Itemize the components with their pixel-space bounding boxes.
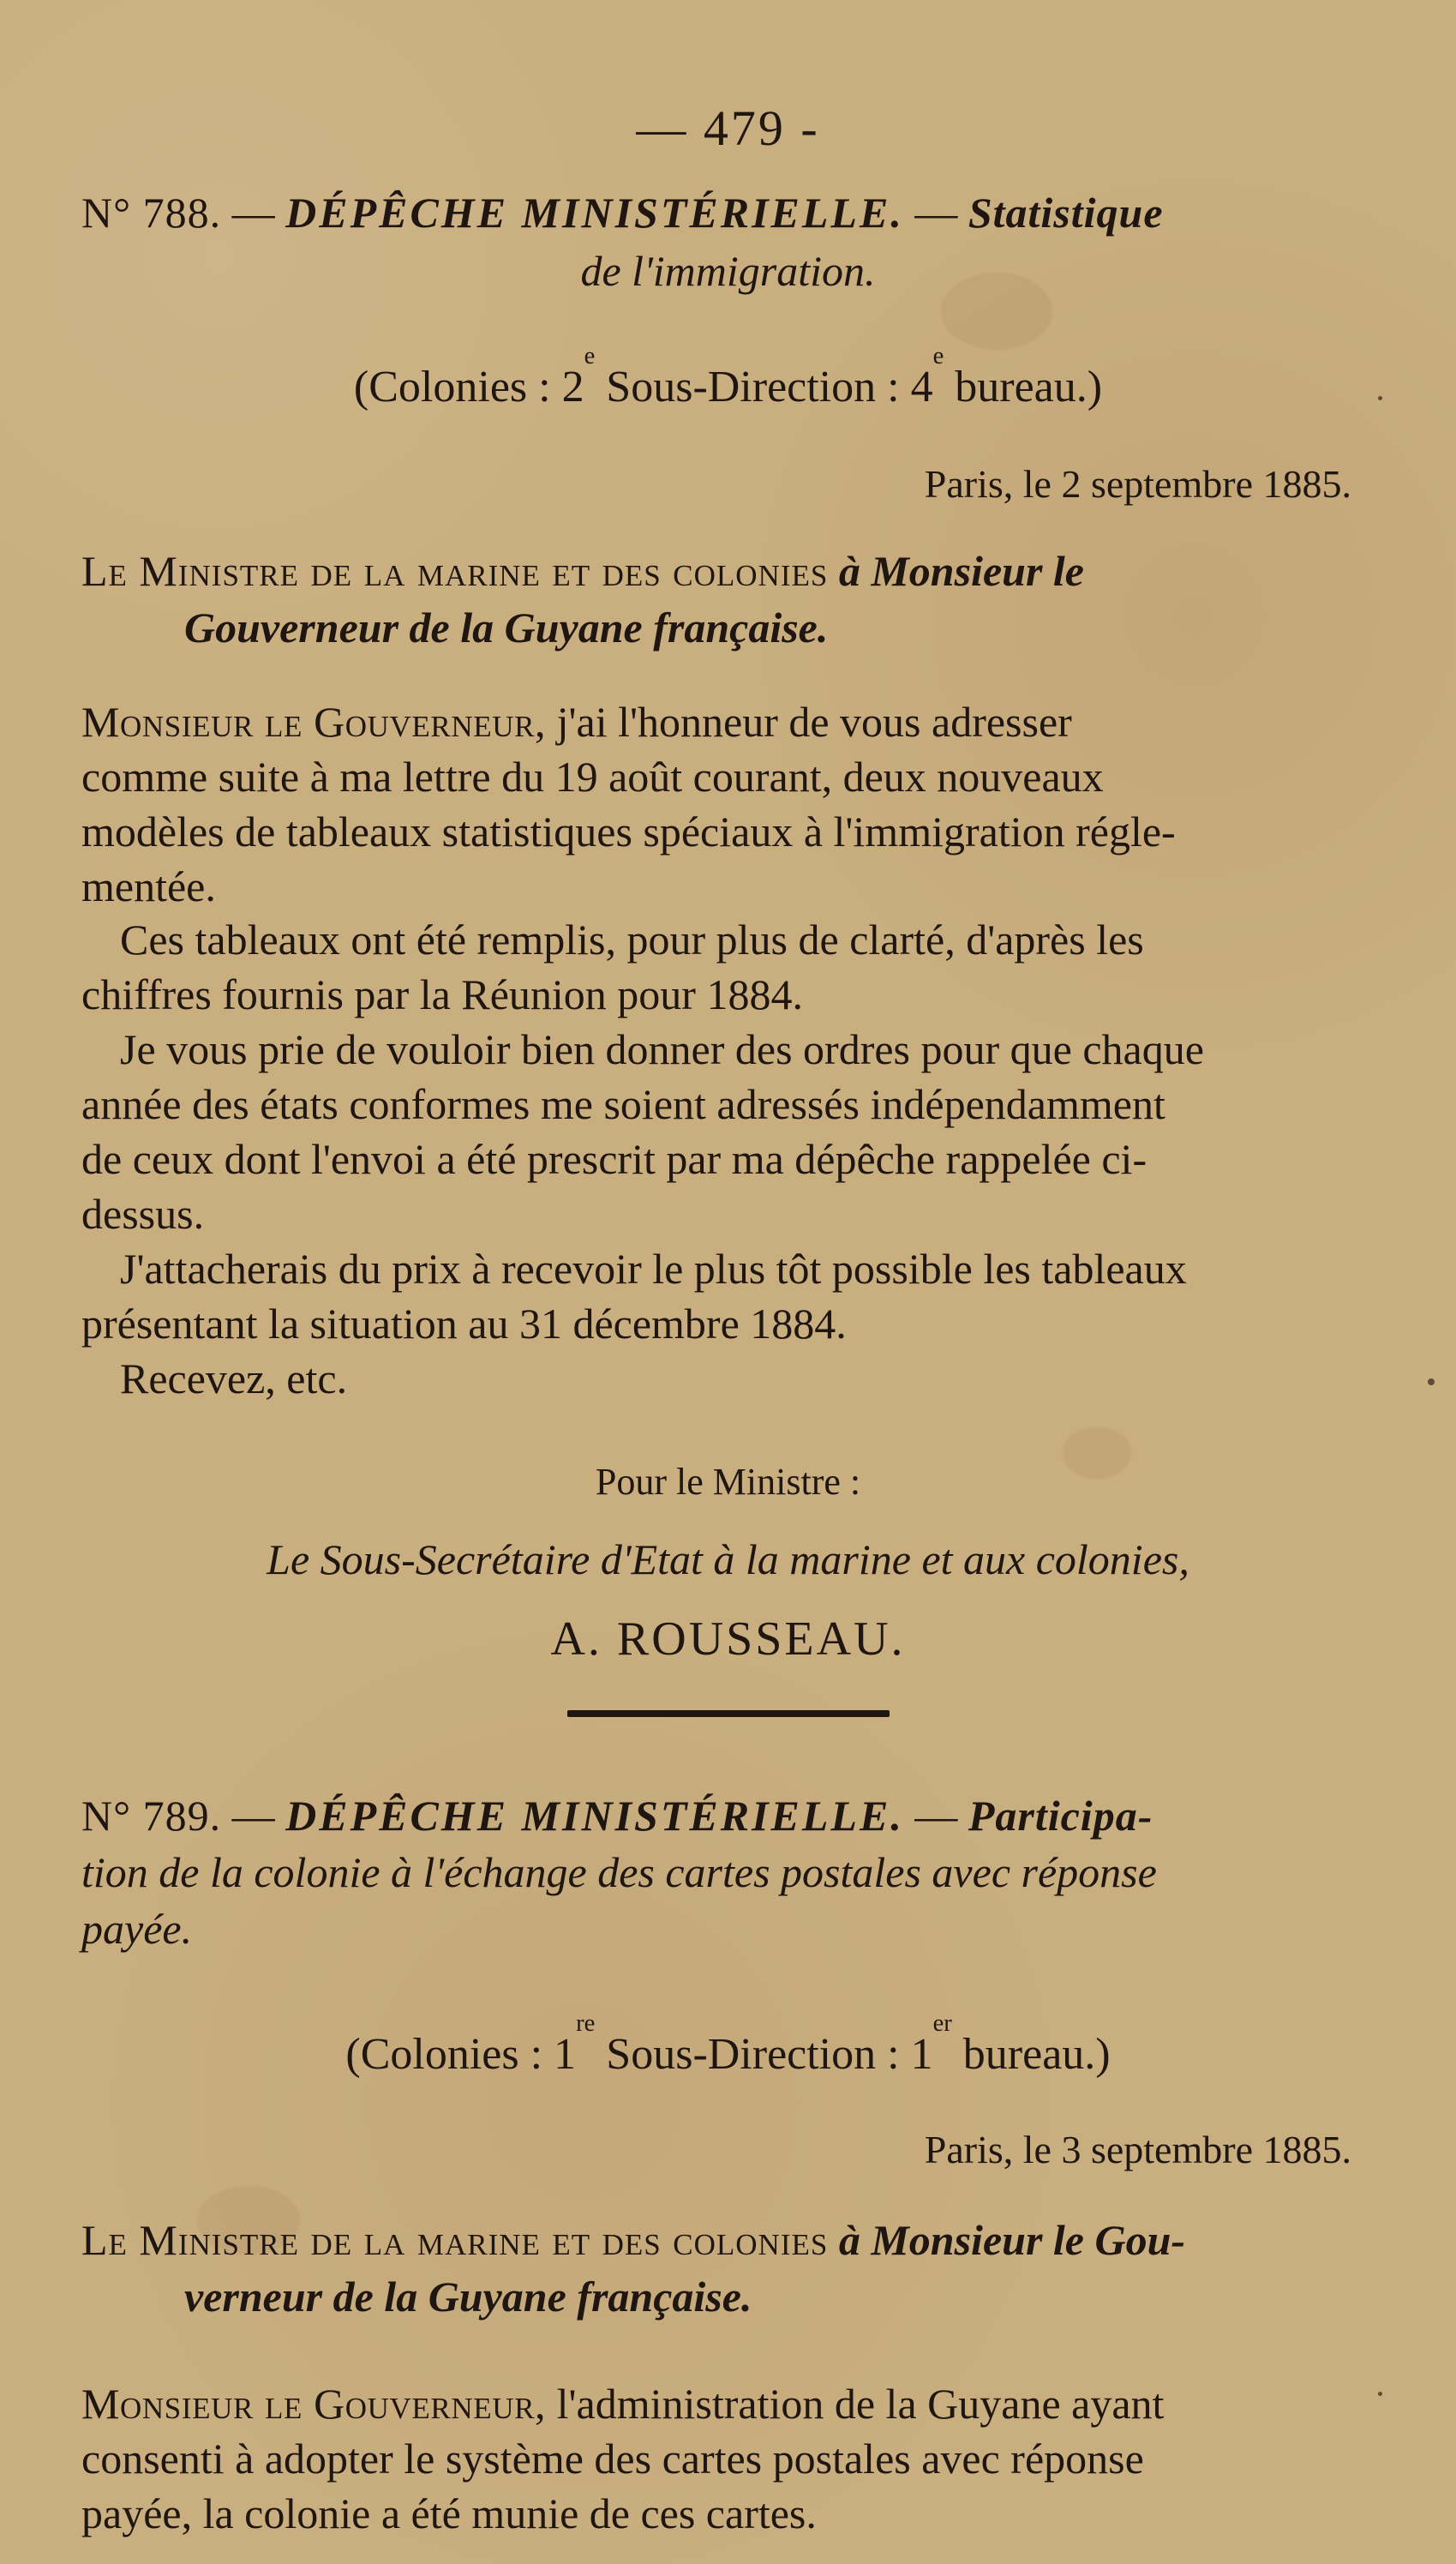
dispatch-title: DÉPÊCHE MINISTÉRIELLE. [285,189,904,237]
address-block [81,543,1371,656]
paragraph-line: chiffres fournis par la Réunion pour 1884. [81,970,803,1018]
subject-line: Statistique [968,189,1164,237]
office-text: Colonies : 1 [360,2030,577,2079]
office-text: Sous-Direction : 4 [595,363,933,411]
paragraph [81,2376,1371,2541]
office-text: bureau.) [944,363,1103,411]
paragraph [81,1022,1371,1241]
paragraph-line: Ces tableaux ont été remplis, pour plus de clarté, d'après les [120,916,1144,964]
paragraph-line: payée, la colonie a été munie de ces cartes. [81,2489,817,2537]
paragraph [81,1351,1371,1406]
dispatch-date: Paris, le 3 septembre 1885. [924,2128,1351,2171]
paragraph-line: de ceux dont l'envoi a été prescrit par ma dépêche rappelée ci- [81,1135,1147,1183]
paragraph [81,1241,1371,1351]
section-divider [567,1710,890,1717]
recipient-line: à Monsieur le Gou- [828,2216,1186,2264]
paragraph-line: comme suite à ma lettre du 19 août courant, deux nouveaux [81,753,1104,801]
section-number: N° 788. [81,189,222,237]
address-block [81,2212,1371,2325]
paragraph-line: J'attacherais du prix à recevoir le plus tôt possible les tableaux [120,1245,1187,1293]
paragraph-line: j'ai l'honneur de vous adresser [546,698,1072,746]
ministry-label: Le Ministre de la marine et des colonies [81,2216,829,2264]
section-number: N° 789. [81,1792,222,1840]
ink-speck [1428,1378,1435,1385]
ministry-label: Le Ministre de la marine et des colonies [81,547,829,595]
office-line [0,342,1456,417]
page-number: — 479 - [636,100,820,156]
dispatch-date: Paris, le 2 septembre 1885. [924,462,1351,506]
subject-dash: — [914,189,958,237]
recipient-line: à Monsieur le [828,547,1084,595]
paragraph-line: mentée. [81,862,216,910]
subject-line: Participa- [968,1792,1153,1840]
paragraph-line: l'administration de la Guyane ayant [546,2380,1165,2428]
paragraph-line: année des états conformes me soient adressés indépendamment [81,1080,1165,1128]
subject-line: payée. [81,1905,193,1953]
office-text: Sous-Direction : 1 [595,2030,933,2079]
paragraph-line: Recevez, etc. [120,1354,348,1402]
recipient-line: verneur de la Guyane française. [184,2273,752,2321]
office-superscript: e [932,342,944,369]
office-open-paren: ( [353,363,369,411]
salutation: Monsieur le Gouverneur, [81,698,547,746]
office-superscript: er [932,2009,952,2037]
dispatch-title: DÉPÊCHE MINISTÉRIELLE. [285,1792,904,1840]
ink-speck [1378,2392,1382,2396]
paragraph-line: présentant la situation au 31 décembre 1884. [81,1300,847,1348]
subject-line: de l'immigration. [580,247,876,295]
salutation: Monsieur le Gouverneur, [81,2380,547,2428]
office-superscript: e [584,342,596,369]
office-open-paren: ( [345,2030,361,2079]
recipient-line: Gouverneur de la Guyane française. [184,603,829,652]
subject-line: tion de la colonie à l'échange des cartes postales avec réponse [81,1848,1157,1896]
office-superscript: re [576,2009,596,2037]
paragraph-line: Je vous prie de vouloir bien donner des ordres pour que chaque [120,1025,1204,1073]
signature-name: A. ROUSSEAU. [550,1612,906,1666]
office-line [0,2009,1456,2084]
paragraph [81,694,1371,914]
paragraph [81,912,1371,1022]
section-789-heading [81,1786,1371,1845]
heading-dash: — [231,189,275,237]
heading-dash: — [231,1792,275,1840]
section-788-heading [81,183,1371,242]
paragraph-line: dessus. [81,1190,205,1238]
paragraph-line: modèles de tableaux statistiques spéciaux à l'immigration régle- [81,808,1176,856]
office-text: bureau.) [951,2030,1111,2079]
paragraph-line: consenti à adopter le système des cartes postales avec réponse [81,2435,1144,2483]
office-text: Colonies : 2 [368,363,584,411]
signature-intro: Pour le Ministre : [595,1461,861,1503]
signature-title: Le Sous-Secrétaire d'Etat à la marine et aux colonies, [267,1535,1189,1583]
subject-dash: — [914,1792,958,1840]
